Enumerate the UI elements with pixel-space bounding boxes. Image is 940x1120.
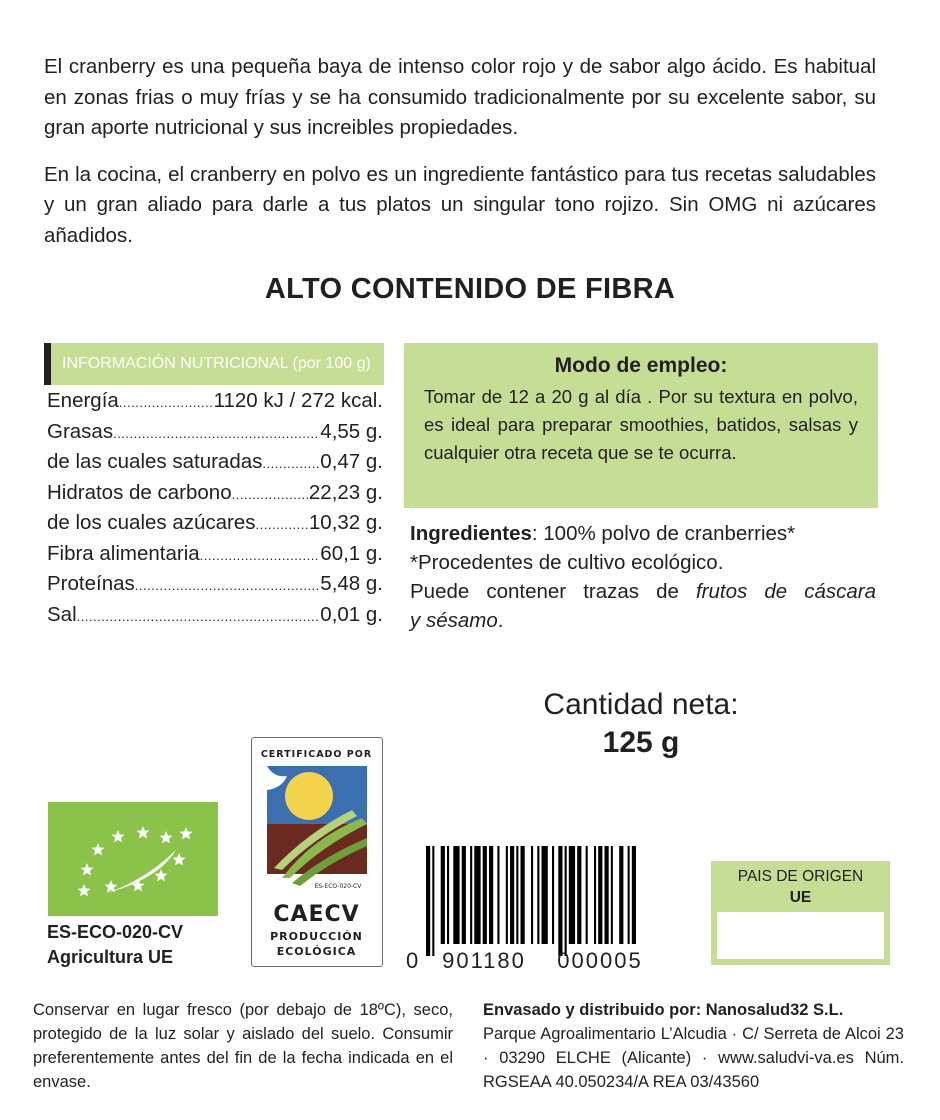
nutrition-value: 10,32 g.: [308, 511, 383, 534]
barcode-bar: [506, 846, 508, 944]
barcode-bar: [619, 846, 623, 944]
nutrition-label: Proteínas: [47, 572, 135, 595]
nutrition-value: 60,1 g.: [320, 541, 383, 565]
leader-dots: [135, 578, 321, 593]
barcode-bar: [497, 846, 499, 944]
intro-paragraph-2: En la cocina, el cranberry en polvo es un ingrediente fantástico para tus recetas saludables y un gran aliado para darle a tus platos un singular tono rojizo. Sin OMG ni azúcares añadidos.: [44, 162, 876, 247]
barcode-bar: [510, 846, 514, 944]
barcode-bar: [558, 846, 562, 956]
barcode-bar: [516, 846, 518, 944]
traces-end: .: [497, 609, 504, 632]
barcode-bars: [402, 844, 650, 972]
nutrition-value: 1120 kJ / 272 kcal.: [213, 389, 383, 412]
eu-leaf-stars-icon: [48, 802, 218, 916]
traces-line-2: [410, 606, 876, 635]
origin-box: [717, 912, 884, 959]
nutrition-label: Fibra alimentaria: [47, 541, 200, 565]
barcode-bar: [552, 846, 554, 944]
origin-value: UE: [789, 889, 812, 906]
barcode-bar: [577, 846, 581, 944]
traces-sesame: y sésamo: [410, 609, 498, 632]
ingredients-note: *Procedentes de cultivo ecológico.: [410, 551, 724, 574]
packer-label: Envasado y distribuido por: Nanosalud32 S.L.: [483, 1001, 844, 1019]
barcode-bar: [598, 846, 602, 944]
barcode-bar: [605, 846, 609, 944]
net-quantity-label: Cantidad neta:: [543, 688, 739, 721]
barcode-bar: [432, 846, 434, 956]
nutrition-row-energy: [47, 389, 383, 420]
barcode-bar: [426, 846, 430, 956]
leader-dots: [232, 487, 309, 502]
eco-code: ES-ECO-020-CV: [47, 922, 184, 942]
net-quantity-amount: 125 g: [602, 726, 680, 759]
leader-dots: [77, 609, 321, 624]
usage-text: Tomar de 12 a 20 g al día . Por su textura en polvo, es ideal para preparar smoothies, batidos, salsas y cualquier otra receta que se te ocurra.: [424, 386, 858, 463]
leader-dots: [119, 395, 214, 410]
caecv-emblem-icon: [252, 738, 381, 965]
caecv-line-2: ECOLÓGICA: [276, 945, 357, 958]
storage-instructions: Conservar en lugar fresco (por debajo de 18ºC), seco, protegido de la luz solar y aislado del suelo. Consumir preferentemente antes del fin de la fecha indicada en el envase.: [33, 1001, 453, 1091]
barcode-bar: [611, 846, 613, 944]
intro-paragraph-1: El cranberry es una pequeña baya de intenso color rojo y de sabor algo ácido. Es habitual en zonas frias o muy frías y se ha consumido tradicionalmente por su excelente sabor, su gran aporte nutricional y sus increibles propiedades.: [44, 55, 876, 139]
barcode-bar: [628, 846, 630, 944]
usage-panel: [404, 343, 878, 508]
net-quantity: [500, 686, 782, 762]
barcode-bar: [470, 846, 472, 944]
barcode-bar: [569, 846, 575, 944]
nutrition-row-sugars: [47, 511, 383, 542]
nutrition-row-fat: [47, 420, 383, 451]
eu-organic-logo: [48, 802, 218, 916]
leader-dots: [200, 548, 321, 563]
packer-address: Parque Agroalimentario L’Alcudia · C/ Serreta de Alcoi 23 · 03290 ELCHE (Alicante) · www.saludvi-va.es Núm. RGSEAA 40.050234/A REA 03/43560: [483, 1025, 904, 1091]
headline: ALTO CONTENIDO DE FIBRA: [264, 273, 676, 305]
eu-agriculture: Agricultura UE: [47, 947, 174, 967]
eco-code-block: [47, 920, 183, 970]
nutrition-value: 0,01 g.: [320, 602, 383, 626]
barcode-digits-left: 901180: [442, 948, 526, 972]
nutrition-table: [47, 389, 383, 633]
nutrition-row-saturated: [47, 450, 383, 481]
nutrition-row-fiber: [47, 542, 383, 573]
barcode-bar: [586, 846, 588, 944]
nutrition-label: de los cuales azúcares: [47, 511, 256, 534]
nutrition-row-carbs: [47, 481, 383, 512]
barcode-bar: [521, 846, 525, 944]
barcode-digits-right: 000005: [557, 948, 643, 972]
ingredients-label: Ingredientes: [410, 522, 532, 545]
nutrition-label: de las cuales saturadas: [47, 450, 263, 473]
nutrition-value: 22,23 g.: [308, 480, 383, 504]
barcode-bar: [531, 846, 533, 944]
barcode: [402, 844, 650, 972]
caecv-name: CAECV: [273, 902, 360, 927]
ingredients-text: : 100% polvo de cranberries*: [531, 522, 796, 545]
caecv-cert-text: CERTIFICADO POR: [260, 749, 373, 760]
caecv-small-code: ES-ECO-020-CV: [314, 883, 362, 890]
traces-nuts: frutos de cáscara: [695, 580, 876, 603]
traces-line-1: [410, 577, 876, 606]
barcode-bar: [565, 846, 567, 956]
leader-dots: [262, 456, 320, 471]
barcode-bar: [483, 846, 487, 944]
packer-info: [483, 998, 904, 1094]
nutrition-value: 5,48 g.: [320, 572, 383, 595]
leader-dots: [113, 426, 320, 441]
nutrition-label: Energía: [47, 389, 119, 412]
nutrition-label: Hidratos de carbono: [47, 480, 232, 504]
barcode-bar: [489, 846, 493, 944]
origin-panel: [711, 861, 890, 965]
barcode-bar: [447, 846, 449, 944]
nutrition-row-salt: [47, 603, 383, 634]
nutrition-row-protein: [47, 572, 383, 603]
intro-text: [44, 52, 876, 251]
barcode-bar: [474, 846, 480, 944]
barcode-bar: [462, 846, 466, 944]
leader-dots: [256, 517, 309, 532]
nutrition-value: 0,47 g.: [320, 450, 383, 473]
traces-prefix: Puede contener trazas de: [410, 580, 679, 603]
barcode-digit-first: 0: [406, 948, 419, 972]
nutrition-label: Grasas: [47, 419, 114, 443]
barcode-bar: [537, 846, 539, 944]
nutrition-value: 4,55 g.: [320, 419, 383, 443]
barcode-bar: [453, 846, 459, 944]
origin-title: PAIS DE ORIGEN: [737, 868, 864, 885]
barcode-bar: [632, 846, 636, 944]
barcode-bar: [542, 846, 548, 944]
barcode-bar: [594, 846, 596, 944]
usage-title: Modo de empleo:: [554, 354, 728, 377]
nutrition-label: Sal: [47, 602, 77, 626]
nutrition-header: INFORMACIÓN NUTRICIONAL (por 100 g): [44, 343, 384, 385]
caecv-certification-logo: [251, 737, 383, 967]
barcode-bar: [441, 846, 445, 944]
ingredients-block: [410, 519, 876, 635]
caecv-line-1: PRODUCCIÓN: [270, 930, 363, 943]
